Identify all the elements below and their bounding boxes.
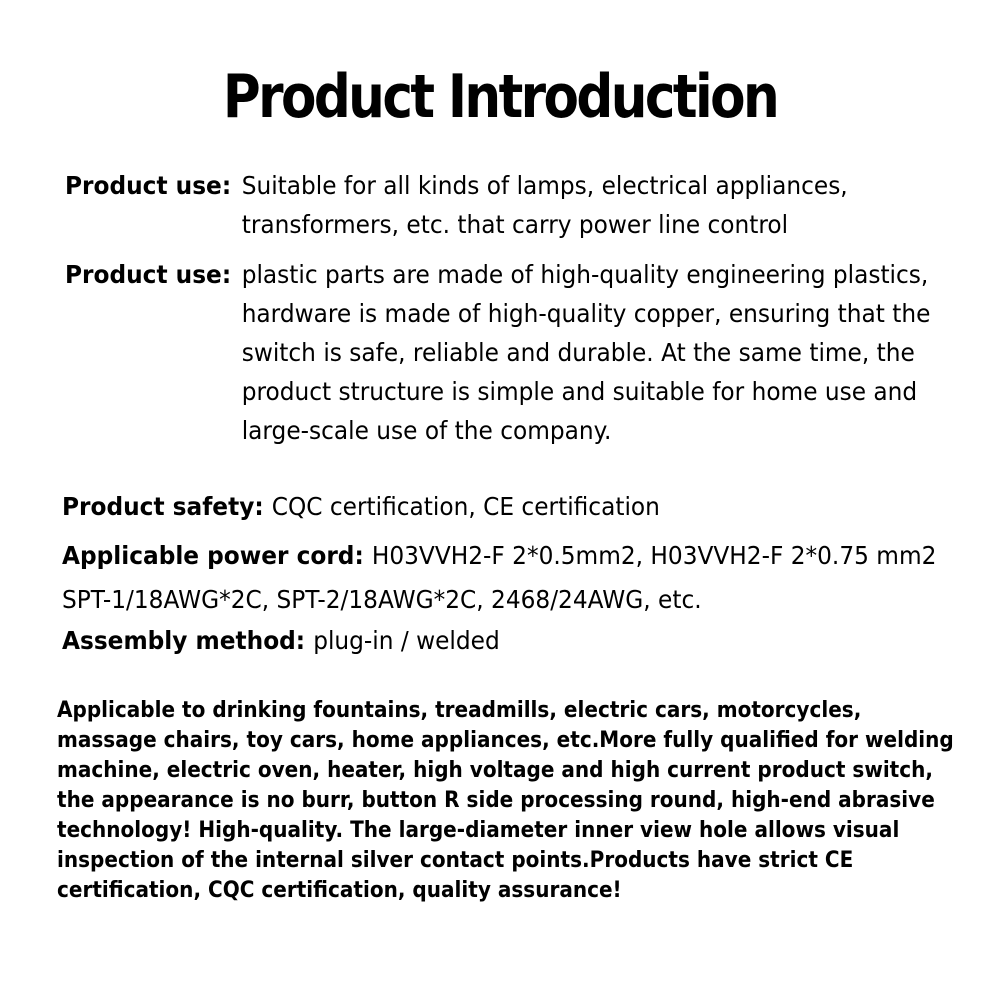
spec-value: Suitable for all kinds of lamps, electrical appliances, transformers, etc. that carry power line control xyxy=(241,171,848,239)
spec-value: plastic parts are made of high-quality engineering plastics, hardware is made of high-quality copper, ensuring that the switch is safe, reliable and durable. At the same time, the product structure is simple and suitable for home use and large-scale use of the company. xyxy=(241,260,931,445)
spec-value: plug-in / welded xyxy=(313,626,500,655)
spec-label: Product use: xyxy=(65,260,232,289)
spec-label: Product use: xyxy=(65,171,232,200)
spec-label: Applicable power cord: xyxy=(62,541,372,570)
spec-value: H03VVH2-F 2*0.5mm2, H03VVH2-F 2*0.75 mm2 SPT-1/18AWG*2C, SPT-2/18AWG*2C, 2468/24AWG, etc. xyxy=(62,541,937,614)
spec-row-power-cord xyxy=(62,534,969,622)
spec-row-product-use-2 xyxy=(65,255,944,450)
product-description: Applicable to drinking fountains, treadmills, electric cars, motorcycles, massage chairs, toy cars, home appliances, etc.More fully qualified for welding machine, electric oven, heater, high voltage and high current product switch, the appearance is no burr, button R side processing round, high-end abrasive technology! High-quality. The large-diameter inner view hole allows visual inspection of the internal silver contact points.Products have strict CE certification, CQC certification, quality assurance! xyxy=(57,697,954,903)
spec-label: Assembly method: xyxy=(62,626,314,655)
spec-row-product-safety xyxy=(62,487,660,526)
spec-row-assembly-method xyxy=(62,621,500,660)
page-title: Product Introduction xyxy=(222,62,778,132)
spec-label: Product safety: xyxy=(62,492,272,521)
spec-row-product-use-1 xyxy=(65,166,944,244)
spec-value: CQC certification, CE certification xyxy=(271,492,660,521)
